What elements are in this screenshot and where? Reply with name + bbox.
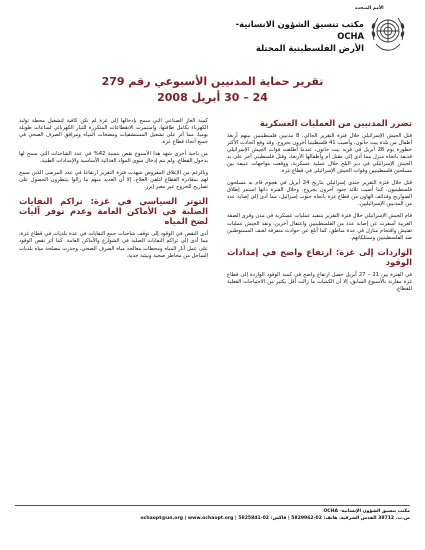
right-column [227, 118, 412, 298]
paragraph: وبالرغم من الإغلاق المفروض شهدت فترة التقرير ارتفاعا في عدد المرضى الذين سمح لهم بمغادرة القطاع لتلقي العلاج، إلا أن العديد منهم ما زالوا ينتظرون الحصول على تصاريح للخروج عبر معبر إيرز. [19, 170, 208, 191]
un-header-label: الأمم المتحدة [355, 6, 384, 11]
paragraph: قتل خلال فترة التقرير جندي إسرائيلي بتاريخ 24 أبريل في هجوم قام به مسلحون فلسطينيون، كما أصيب ثلاثة جنود آخرون بجروح. وخلال الفترة ذاتها استمر إطلاق الصواريخ وقذائف الهاون من قطاع غزة باتجاه جنوب إسرائيل، مما أدى إلى إصابة عدد من المدنيين الإسرائيليين. [227, 180, 412, 208]
org-name: مكتب تنسيق الشؤون الانسانية- OCHA [235, 19, 364, 41]
report-title-block [0, 74, 425, 106]
paragraph: أدى النقص في الوقود إلى توقف شاحنات جمع النفايات في عدة بلديات في قطاع غزة، مما أدى إلى تراكم النفايات الصلبة في الشوارع والأماكن العامة. كما أثر نقص الوقود على عمل آبار المياه ومحطات معالجة مياه الصرف الصحي، وحذرت مصلحة مياه بلديات الساحل من مخاطر صحية وبيئية جدية. [19, 231, 208, 259]
left-column [19, 118, 208, 265]
un-emblem-icon [364, 10, 412, 58]
footer-org: مكتب تنسيق الشؤون الإنسانية- OCHA [323, 509, 410, 514]
section-heading: التوتر السياسي في غزة: تراكم النفايات الصلبة في الأماكن العامة وعدم توفر آليات لضخ المياه [19, 196, 208, 227]
section-heading: تضرر المدنيين من العمليات العسكرية [259, 118, 412, 128]
section-heading: الواردات إلى غزة: ارتفاع واضح في إمدادات الوقود [227, 246, 412, 267]
footer-contact: ص.ب. 38712 القدس الشرقية، هاتف: 02-5829962 | فاكس: 02-5825841 | ochaopt@un.org | www.ochaopt.org [140, 516, 410, 521]
paragraph: قام الجيش الإسرائيلي خلال فترة التقرير بتنفيذ عمليات عسكرية في مدن وقرى الضفة الغربية أسفرت عن إصابة عدد من الفلسطينيين واعتقال آخرين، ونفذ الجيش عمليات تفتيش واقتحام منازل في عدة مناطق، كما أبلغ عن حوادث متفرقة لعنف المستوطنين ضد الفلسطينيين وممتلكاتهم. [227, 213, 412, 241]
report-dates: 24 – 30 أبريل 2008 [157, 91, 268, 104]
paragraph: كمية الغاز الصناعي التي سمح بإدخالها إلى غزة لم تكن كافية لتشغيل محطة توليد الكهرباء بكامل طاقتها، واستمرت الانقطاعات المتكررة للتيار الكهربائي لساعات طويلة يوميا، مما أثر على تشغيل المستشفيات ومضخات المياه ومرافق الصرف الصحي في جميع أنحاء قطاع غزة. [19, 118, 208, 146]
paragraph: قتل الجيش الإسرائيلي خلال فترة التقرير الحالي، 8 مدنيين فلسطينيين بينهم أربعة أطفال من بلدة بيت حانون، وأصيب 41 فلسطينيا آخرون بجروح. وقد وقع الحادث الأكثر خطورة يوم 28 أبريل في قرية بيت حانون، عندما أطلقت قوات الجيش الإسرائيلي قذيفة باتجاه منزل مما أدى إلى مقتل أم وأطفالها الأربعة، وقتل فلسطيني آخر على يد الجيش الإسرائيلي في دير البلح خلال عملية عسكرية، ووقعت مواجهات عنيفة بين مسلحين فلسطينيين وقوات الجيش الإسرائيلي في قطاع غزة. [227, 133, 413, 175]
paragraph: في الفترة بين 21 – 27 أبريل حصل ارتفاع واضح في كمية الوقود الواردة إلى قطاع غزة مقارنة بالأسبوع السابق، إلا أن الكميات ما زالت أقل بكثير من الاحتياجات الفعلية للقطاع. [227, 271, 413, 292]
organization-block [214, 18, 364, 54]
org-territory: الأرض الفلسطينية المحتلة [255, 43, 364, 53]
paragraph: من ناحية أخرى شهد هذا الأسبوع نقص بنسبة 42% في عدد الشاحنات التي سمح لها بدخول القطاع، ولم يتم إدخال سوى المواد الغذائية الأساسية والإمدادات الطبية. [19, 151, 208, 165]
footer-divider [15, 505, 410, 506]
report-title: تقرير حماية المدنيين الأسبوعي رقم 279 [101, 75, 324, 88]
